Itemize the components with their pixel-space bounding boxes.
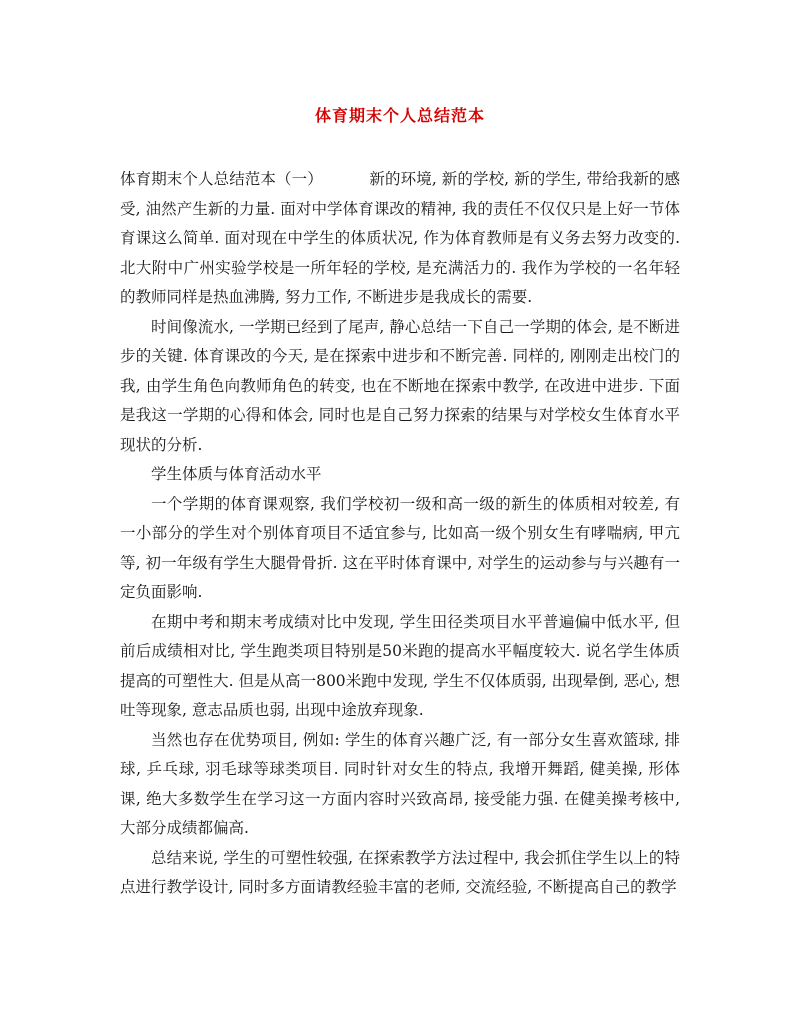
paragraph-4: 在期中考和期末考成绩对比中发现, 学生田径类项目水平普遍偏中低水平, 但前后成绩相对比, 学生跑类项目特别是50米跑的提高水平幅度较大. 说名学生体质提高的可塑性大. 但是从高一800米跑中发现, 学生不仅体质弱, 出现晕倒, 恶心, 想吐等现象, 意志品质也弱, 出现中途放弃现象. <box>120 612 680 719</box>
paragraph-1 <box>120 165 680 313</box>
paragraph-2: 时间像流水, 一学期已经到了尾声, 静心总结一下自己一学期的体会, 是不断进步的关键. 体育课改的今天, 是在探索中进步和不断完善. 同样的, 刚刚走出校门的我, 由学生角色向教师角色的转变, 也在不断地在探索中教学, 在改进中进步. 下面是我这一学期的心得和体会, 同时也是自己努力探索的结果与对学校女生体育水平现状的分析. <box>120 317 680 454</box>
paragraph-1-text: 新的环境, 新的学校, 新的学生, 带给我新的感受, 油然产生新的力量. 面对中学体育课改的精神, 我的责任不仅仅只是上好一节体育课这么简单. 面对现在中学生的体质状况, 作为体育教师是有义务去努力改变的. 北大附中广州实验学校是一所年轻的学校, 是充满活力的. 我作为学校的一名年轻的教师同样是热血沸腾, 努力工作, 不断进步是我成长的需要. <box>120 170 680 306</box>
paragraph-3: 一个学期的体育课观察, 我们学校初一级和高一级的新生的体质相对较差, 有一小部分的学生对个别体育项目不适宜参与, 比如高一级个别女生有哮喘病, 甲亢等, 初一年级有学生大腿骨骨折. 这在平时体育课中, 对学生的运动参与与兴趣有一定负面影响. <box>120 494 680 601</box>
intro-heading: 体育期末个人总结范本（一） <box>120 170 323 188</box>
paragraph-6: 总结来说, 学生的可塑性较强, 在探索教学方法过程中, 我会抓住学生以上的特点进行教学设计, 同时多方面请教经验丰富的老师, 交流经验, 不断提高自己的教学 <box>120 848 680 896</box>
paragraph-5: 当然也存在优势项目, 例如: 学生的体育兴趣广泛, 有一部分女生喜欢篮球, 排球, 乒乓球, 羽毛球等球类项目. 同时针对女生的特点, 我增开舞蹈, 健美操, 形体课, 绝大多数学生在学习这一方面内容时兴致高昂, 接受能力强. 在健美操考核中, 大部分成绩都偏高. <box>120 730 680 837</box>
section-heading: 学生体质与体育活动水平 <box>151 465 322 483</box>
document-title: 体育期末个人总结范本 <box>314 106 485 125</box>
document-body <box>120 165 680 903</box>
